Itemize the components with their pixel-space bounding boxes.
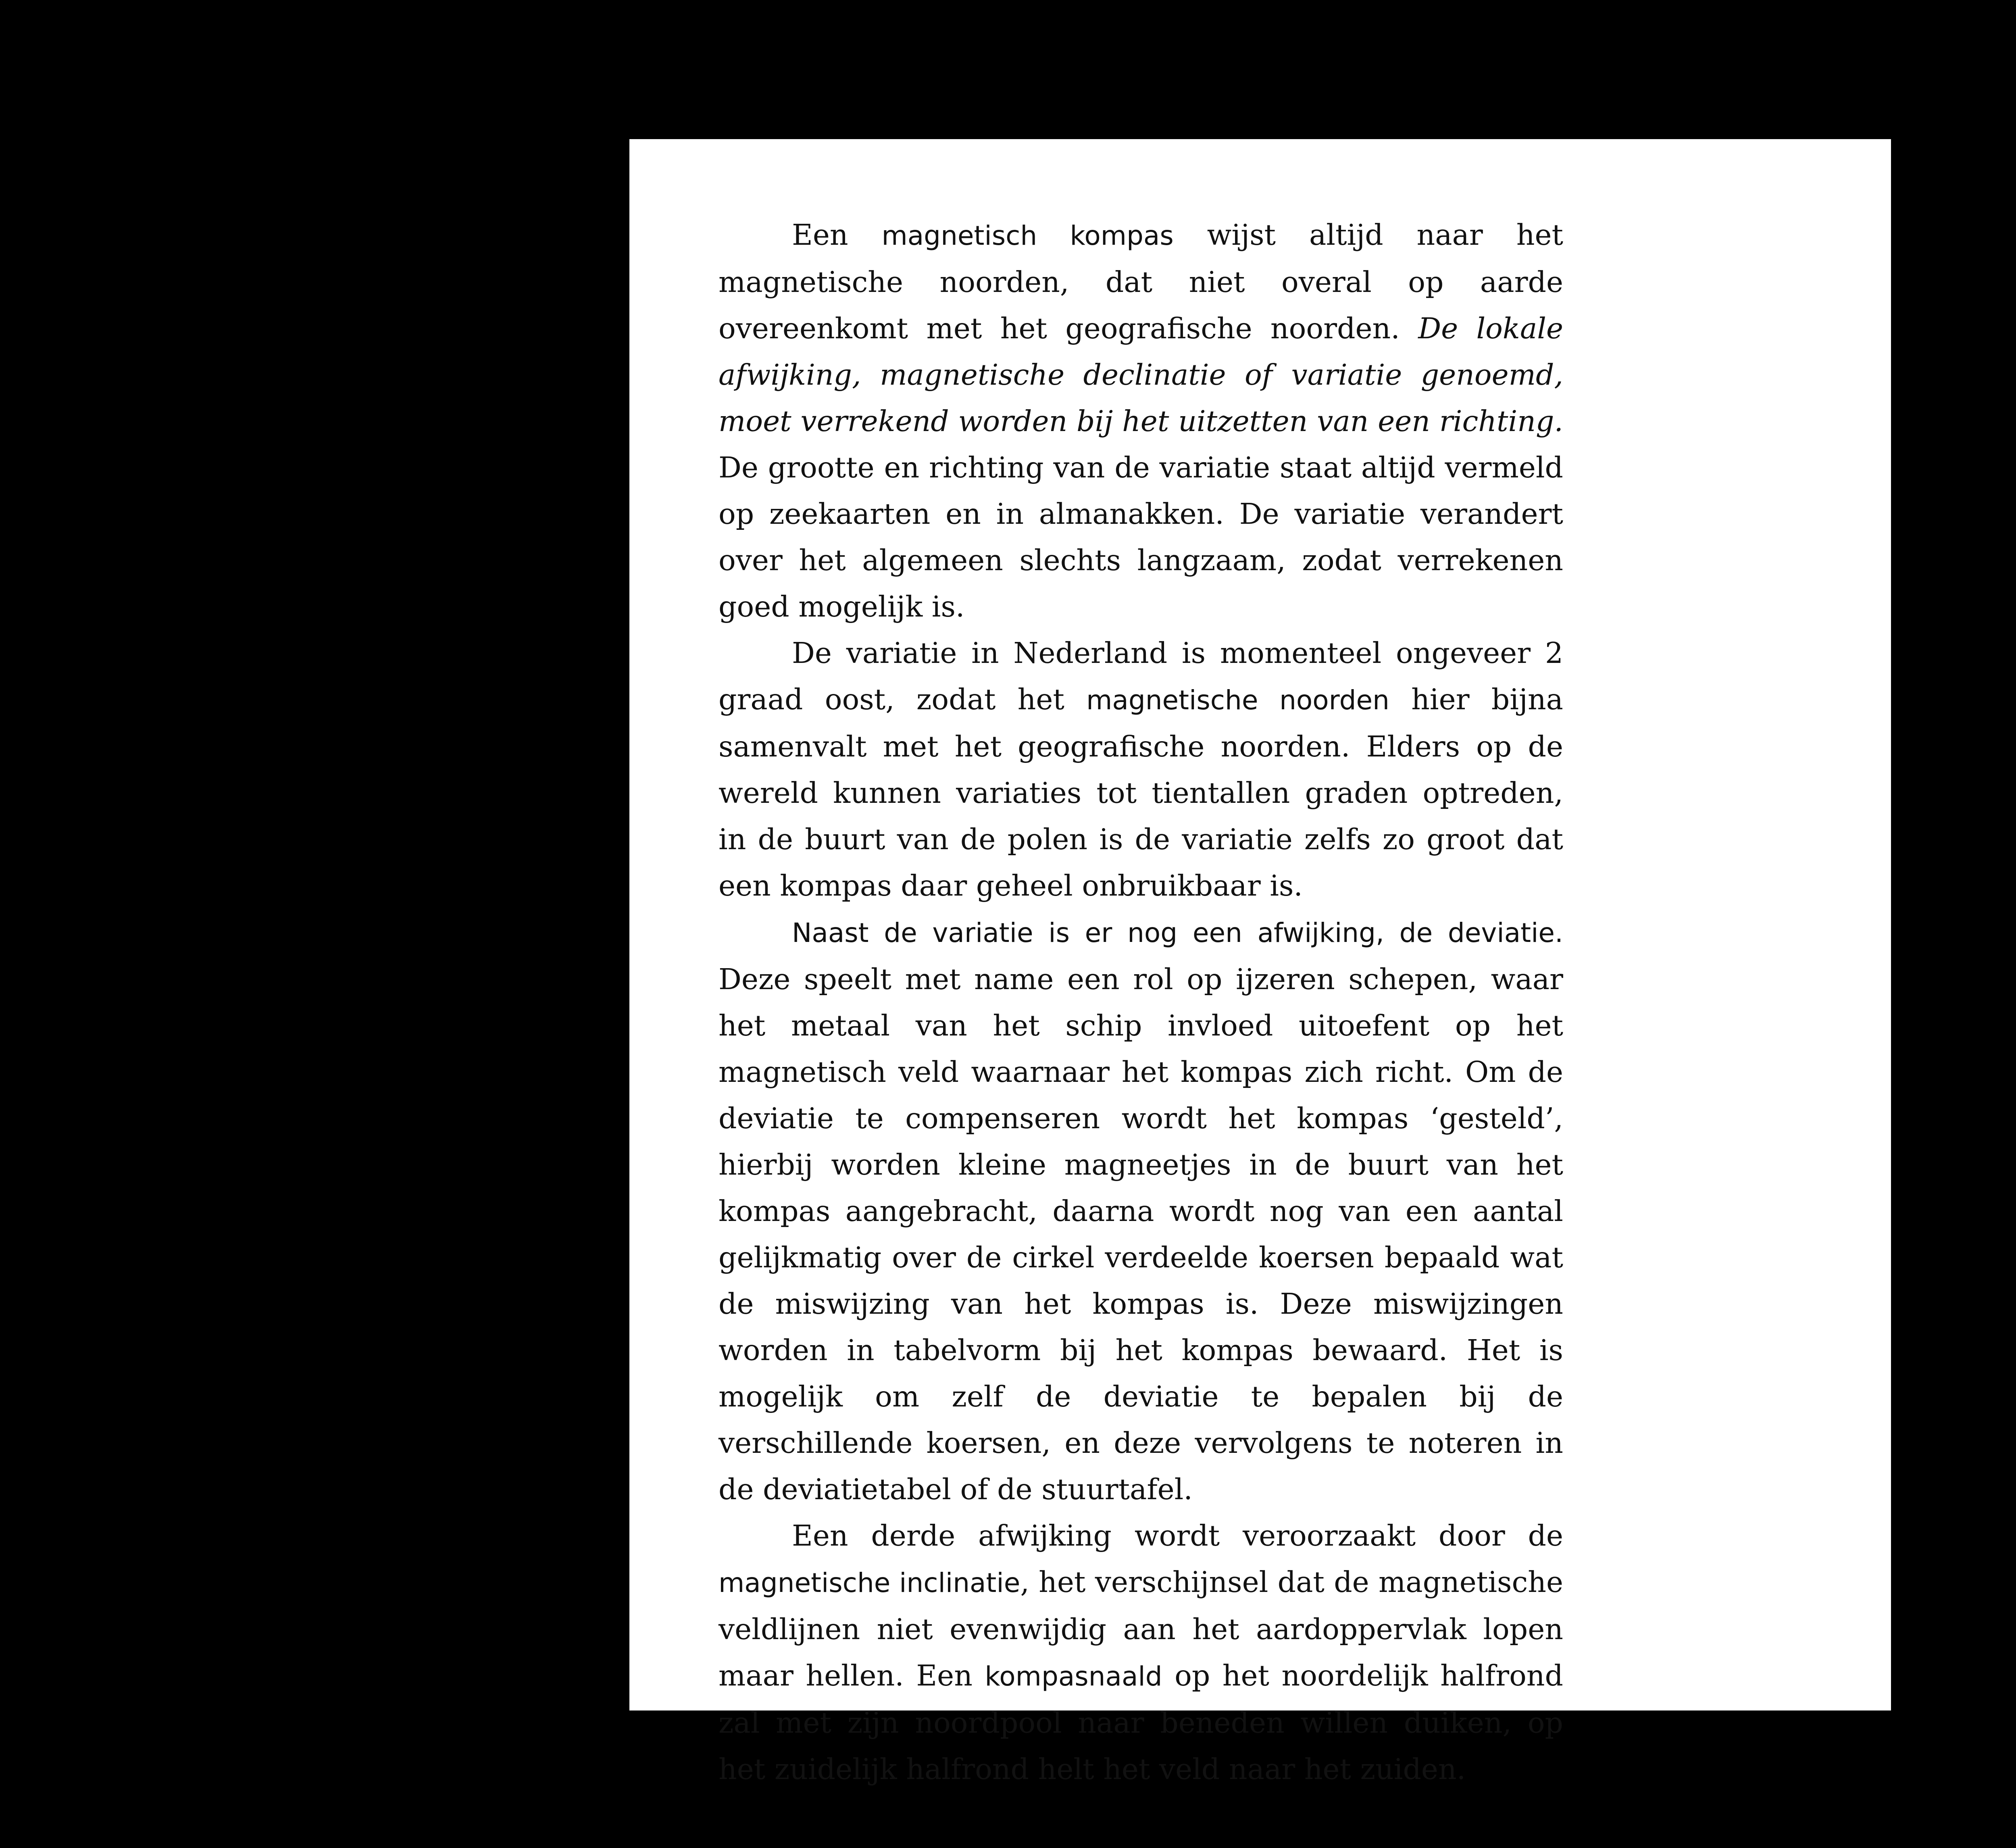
paragraph-1 [719, 212, 1563, 630]
text-run: Deze speelt met name een rol op ijzeren schepen, waar het metaal van het schip invloed uitoefent op het magnetisch veld waarnaar het kompas zich richt. Om de deviatie te compenseren wordt het kompas ‘gesteld’, hierbij worden kleine magneetjes in de buurt van het kompas aangebracht, daarna wordt nog van een aantal gelijkmatig over de cirkel verdeelde koersen bepaald wat de miswijzing van het kompas is. Deze miswijzingen worden in tabelvorm bij het kompas bewaard. Het is mogelijk om zelf de deviatie te bepalen bij de verschillende koersen, en deze vervolgens te noteren in de deviatietabel of de stuurtafel. [719, 963, 1563, 1506]
text-run: , het verschijnsel dat de magnetische veldlijnen niet evenwijdig aan het aardoppervlak lopen maar hellen. Een [719, 1565, 1563, 1692]
text-run: op het noordelijk halfrond zal met zijn noordpool naar beneden willen duiken, op het zuidelijk halfrond helt het veld naar het zuiden. [719, 1659, 1563, 1786]
handwritten-term: magnetische noorden [1086, 685, 1389, 716]
text-run: Een [792, 218, 882, 252]
text-run: hier bijna samenvalt met het geografische noorden. Elders op de wereld kunnen variaties tot tientallen graden optreden, in de buurt van de polen is de variatie zelfs zo groot dat een kompas daar geheel onbruikbaar is. [719, 683, 1564, 902]
text-run: Een derde afwijking wordt veroorzaakt door de [792, 1519, 1563, 1552]
text-run: De grootte en richting van de variatie staat altijd vermeld op zeekaarten en in almanakken. De variatie verandert over het algemeen slechts langzaam, zodat verrekenen goed mogelijk is. [719, 451, 1563, 623]
handwritten-sentence: Naast de variatie is er nog een afwijking, de deviatie. [792, 917, 1563, 948]
paragraph-2 [719, 630, 1563, 909]
paragraph-3 [719, 909, 1563, 1513]
text-run: De variatie in Nederland is momenteel ongeveer 2 graad oost, zodat het [719, 636, 1563, 716]
handwritten-term: magnetisch kompas [881, 220, 1174, 251]
italic-sentence: De lokale afwijking, magnetische declinatie of variatie genoemd, moet verrekend worden bij het uitzetten van een richting. [719, 312, 1563, 438]
body-text [719, 212, 1563, 1792]
handwritten-term: kompasnaald [985, 1661, 1162, 1692]
handwritten-term: magnetische inclinatie [719, 1567, 1020, 1598]
paragraph-4 [719, 1513, 1563, 1792]
book-page [629, 139, 1891, 1786]
text-run: wijst altijd naar het magnetische noorden, dat niet overal op aarde overeenkomt met het geografische noorden. [719, 218, 1563, 345]
